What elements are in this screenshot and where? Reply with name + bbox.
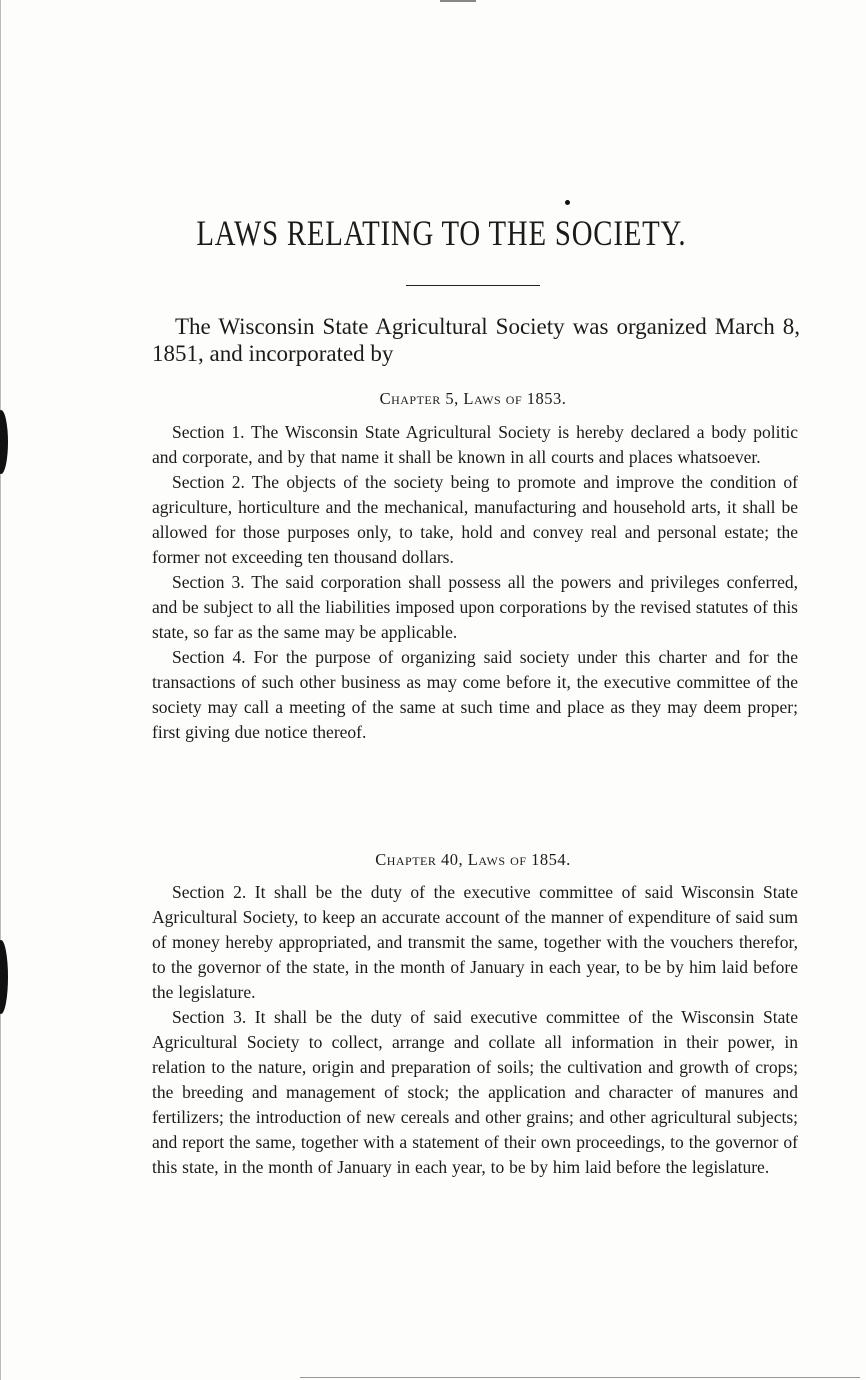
chapter-sections bbox=[152, 880, 798, 1180]
page-title: LAWS RELATING TO THE SOCIETY. bbox=[196, 213, 687, 253]
page-edge-left bbox=[0, 0, 1, 1380]
page-edge-top bbox=[440, 0, 476, 2]
page-edge-bottom bbox=[300, 1377, 860, 1378]
section-paragraph: Section 2. It shall be the duty of the executive committee of said Wisconsin State Agricultural Society, to keep an accurate account of the manner of expenditure of said sum of money hereby appropriated, and transmit the same, together with the vouchers therefor, to the governor of the state, in the month of January in each year, to be by him laid before the legislature. bbox=[152, 882, 798, 1002]
binding-mark-lower bbox=[0, 940, 8, 1014]
chapter-heading: Chapter 40, Laws of 1854. bbox=[375, 850, 571, 869]
section-paragraph: Section 4. For the purpose of organizing said society under this charter and for the transactions of such other business as may come before it, the executive committee of the society may call a meeting of the same at such time and place as they may deem proper; first giving due notice thereof. bbox=[152, 647, 798, 742]
binding-mark-upper bbox=[0, 410, 8, 474]
section-paragraph: Section 1. The Wisconsin State Agricultural Society is hereby declared a body politic and corporate, and by that name it shall be known in all courts and places whatsoever. bbox=[152, 422, 798, 467]
ink-speck bbox=[565, 200, 570, 205]
section-paragraph: Section 3. It shall be the duty of said executive committee of the Wisconsin State Agricultural Society to collect, arrange and collate all information in their power, in relation to the nature, origin and preparation of soils; the cultivation and growth of crops; the breeding and management of stock; the application and character of manures and fertilizers; the introduction of new cereals and other grains; and other agricultural subjects; and report the same, together with a statement of their own proceedings, to the governor of this state, in the month of January in each year, to be by him laid before the legislature. bbox=[152, 1007, 798, 1177]
title-rule bbox=[406, 285, 540, 286]
chapter-heading: Chapter 5, Laws of 1853. bbox=[379, 389, 567, 408]
section-paragraph: Section 3. The said corporation shall possess all the powers and privileges conferred, and be subject to all the liabilities imposed upon corporations by the revised statutes of this state, so far as the same may be applicable. bbox=[152, 572, 798, 642]
chapter-sections bbox=[152, 420, 798, 745]
intro-paragraph: The Wisconsin State Agricultural Society was organized March 8, 1851, and incorporated by bbox=[152, 314, 800, 366]
section-paragraph: Section 2. The objects of the society being to promote and improve the condition of agriculture, horticulture and the mechanical, manufacturing and household arts, it shall be allowed for those purposes only, to take, hold and convey real and personal estate; the former not exceeding ten thousand dollars. bbox=[152, 472, 798, 567]
